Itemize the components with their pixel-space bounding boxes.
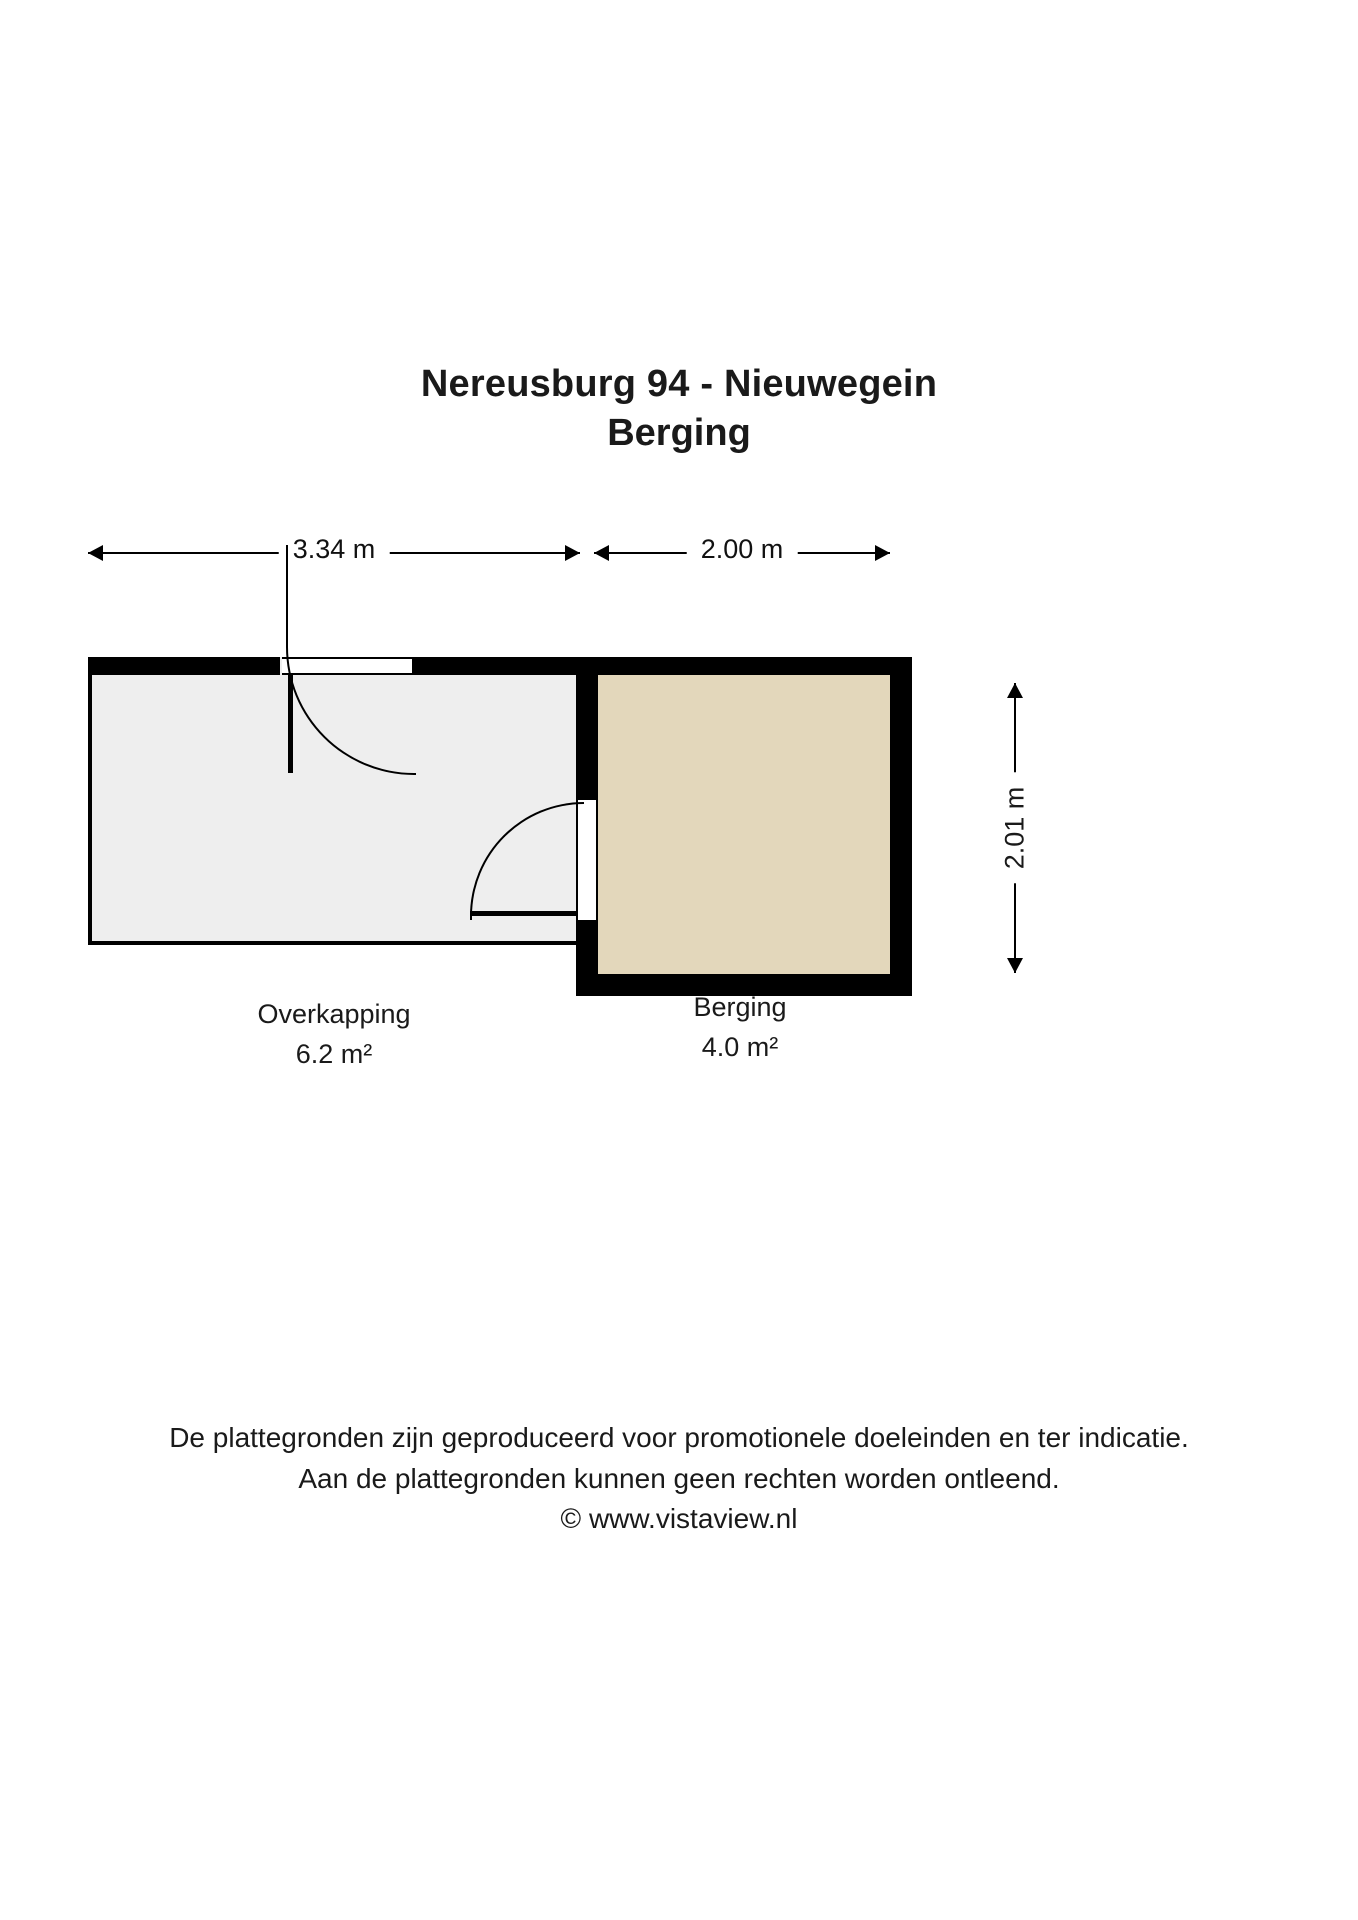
copyright-line: © www.vistaview.nl <box>560 1503 798 1535</box>
dimension-label-width-berging: 2.00 m <box>687 534 798 565</box>
room-label-berging <box>590 989 890 1066</box>
room-area-label-overkapping: 6.2 m² <box>295 1039 373 1070</box>
room-area-label-berging: 4.0 m² <box>701 1032 779 1063</box>
arrow-right-icon <box>565 545 580 561</box>
room-name-berging: Berging <box>693 992 787 1022</box>
disclaimer-line-2: Aan de plattegronden kunnen geen rechten worden ontleend. <box>298 1462 1060 1494</box>
disclaimer-footer <box>0 1418 1358 1540</box>
door-panel-berging <box>470 911 578 916</box>
wall-partition-upper <box>576 657 598 802</box>
arrow-left-icon <box>594 545 609 561</box>
wall-right-berging <box>890 657 912 996</box>
wall-left-overkapping <box>88 657 92 945</box>
title-address: Nereusburg 94 - Nieuwegein <box>420 363 938 405</box>
wall-top-left <box>88 657 280 675</box>
dimension-right-vertical <box>1000 683 1030 973</box>
wall-bottom-overkapping <box>88 941 580 945</box>
dimension-top-right <box>594 534 890 568</box>
wall-top-right <box>580 657 912 675</box>
dimension-label-width-overkapping: 3.34 m <box>279 534 390 565</box>
dimension-label-depth: 2.01 m <box>1000 773 1031 884</box>
room-name-overkapping: Overkapping <box>257 999 411 1029</box>
arrow-up-icon <box>1007 683 1023 698</box>
door-panel-overkapping <box>288 675 293 773</box>
disclaimer-line-1: De plattegronden zijn geproduceerd voor promotionele doeleinden en ter indicatie. <box>169 1422 1189 1453</box>
wall-top-middle <box>418 657 594 675</box>
room-area-berging <box>594 671 898 982</box>
arrow-left-icon <box>88 545 103 561</box>
arrow-right-icon <box>875 545 890 561</box>
arrow-down-icon <box>1007 958 1023 973</box>
title-subtitle: Berging <box>607 411 751 454</box>
room-label-overkapping <box>178 996 490 1073</box>
